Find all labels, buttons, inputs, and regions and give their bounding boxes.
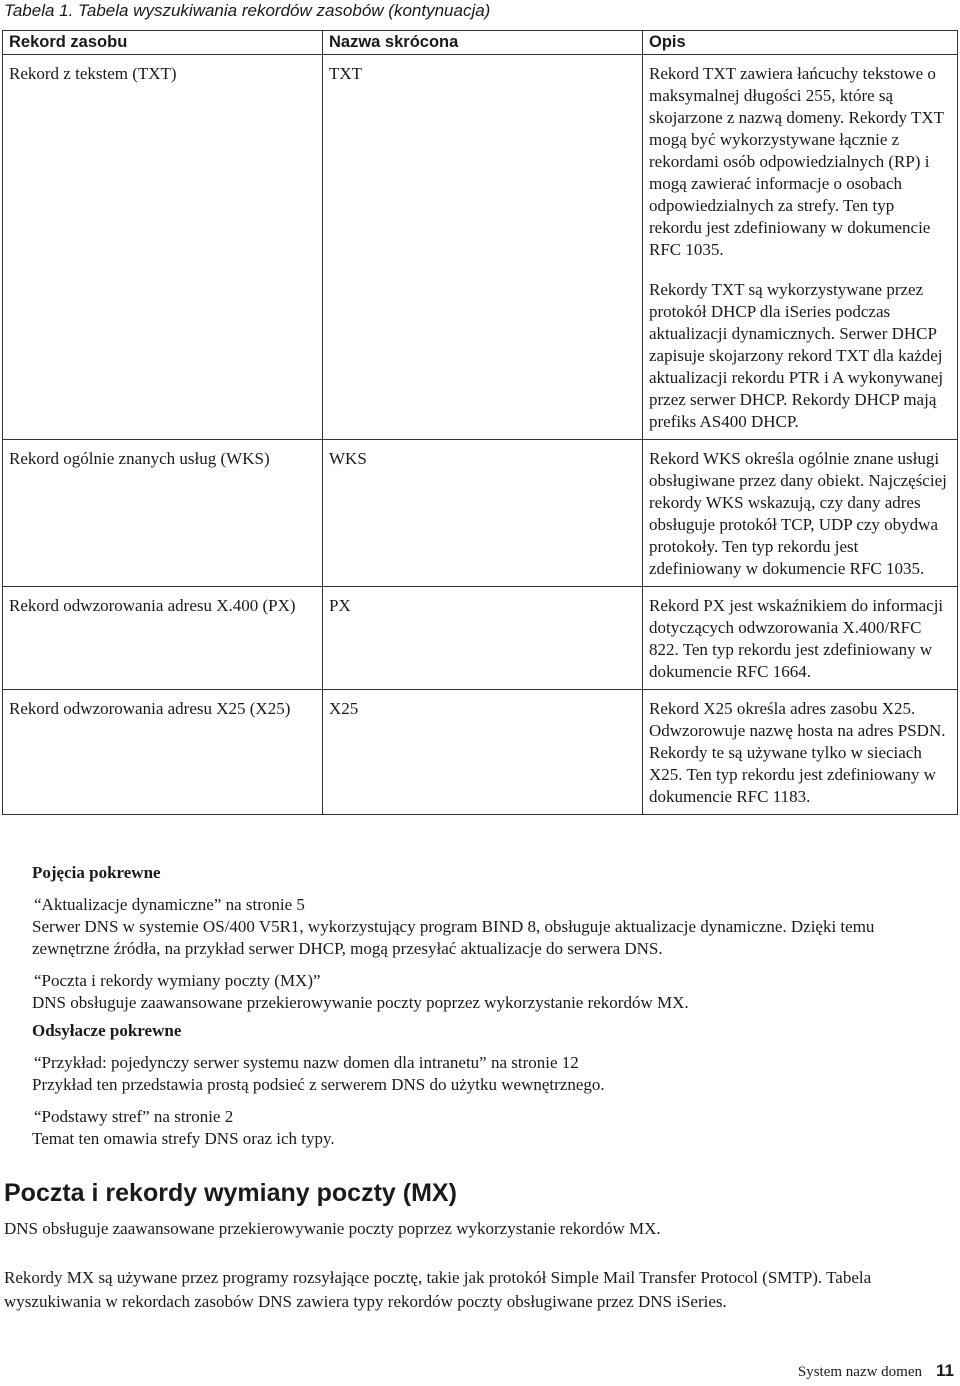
table-header-row xyxy=(3,31,958,55)
cell-description xyxy=(643,690,958,815)
related-concept-description: DNS obsługuje zaawansowane przekierowywanie poczty poprzez wykorzystanie rekordów MX. xyxy=(32,993,689,1012)
related-reference-description: Przykład ten przedstawia prostą podsieć z serwerem DNS do użytku wewnętrznego. xyxy=(32,1075,605,1094)
cell-record: Rekord odwzorowania adresu X25 (X25) xyxy=(3,690,323,815)
section-paragraph: Rekordy MX są używane przez programy rozsyłające pocztę, takie jak protokół Simple Mail Transfer Protocol (SMTP). Tabela wyszukiwania w rekordach zasobów DNS zawiera typy rekordów poczty obsługiwane przez DNS iSeries. xyxy=(4,1268,872,1311)
related-concept-description: Serwer DNS w systemie OS/400 V5R1, wykorzystujący program BIND 8, obsługuje aktualizacje dynamiczne. Dzięki temu zewnętrzne źródła, na przykład serwer DHCP, mogą przesyłać aktualizacje do serwera DNS. xyxy=(32,917,875,958)
cell-description xyxy=(643,55,958,440)
page-number: 11 xyxy=(936,1361,954,1380)
cell-description xyxy=(643,440,958,587)
table-row xyxy=(3,440,958,587)
cell-short-name: TXT xyxy=(323,55,643,440)
resource-records-table xyxy=(2,30,958,815)
cell-record: Rekord ogólnie znanych usług (WKS) xyxy=(3,440,323,587)
related-reference-link[interactable]: “Przykład: pojedynczy serwer systemu nazw domen dla intranetu” na stronie 12 xyxy=(34,1053,579,1072)
related-concept-link[interactable]: “Aktualizacje dynamiczne” na stronie 5 xyxy=(34,895,305,914)
related-references-heading: Odsyłacze pokrewne xyxy=(32,1021,182,1040)
section-title: Poczta i rekordy wymiany poczty (MX) xyxy=(4,1179,457,1207)
table-row xyxy=(3,55,958,440)
column-header-short-name: Nazwa skrócona xyxy=(323,31,643,55)
column-header-description: Opis xyxy=(643,31,958,55)
table-caption: Tabela 1. Tabela wyszukiwania rekordów zasobów (kontynuacja) xyxy=(4,1,491,20)
table-row xyxy=(3,690,958,815)
description-paragraph: Rekord X25 określa adres zasobu X25. Odwzorowuje nazwę hosta na adres PSDN. Rekordy te są używane tylko w sieciach X25. Ten typ rekordu jest zdefiniowany w dokumencie RFC 1183. xyxy=(649,699,946,806)
cell-short-name: X25 xyxy=(323,690,643,815)
description-paragraph: Rekord PX jest wskaźnikiem do informacji dotyczących odwzorowania X.400/RFC 822. Ten typ rekordu jest zdefiniowany w dokumencie RFC 1664. xyxy=(649,596,944,681)
cell-short-name: PX xyxy=(323,587,643,690)
description-paragraph: Rekord TXT zawiera łańcuchy tekstowe o maksymalnej długości 255, które są skojarzone z nazwą domeny. Rekordy TXT mogą być wykorzystywane łącznie z rekordami osób odpowiedzialnych (RP) i mogą zawierać informacje o osobach odpowiedzialnych za strefy. Ten typ rekordu jest zdefiniowany w dokumencie RFC 1035. xyxy=(649,64,944,259)
footer-title: System nazw domen xyxy=(797,1364,923,1380)
column-header-record: Rekord zasobu xyxy=(3,31,323,55)
cell-short-name: WKS xyxy=(323,440,643,587)
related-concept-link[interactable]: “Poczta i rekordy wymiany poczty (MX)” xyxy=(34,971,321,990)
description-paragraph: Rekordy TXT są wykorzystywane przez protokół DHCP dla iSeries podczas aktualizacji dynamicznych. Serwer DHCP zapisuje skojarzony rekord TXT dla każdej aktualizacji rekordu PTR i A wykonywanej przez serwer DHCP. Rekordy DHCP mają prefiks AS400 DHCP. xyxy=(649,280,944,431)
cell-record: Rekord odwzorowania adresu X.400 (PX) xyxy=(3,587,323,690)
related-reference-link[interactable]: “Podstawy stref” na stronie 2 xyxy=(34,1107,234,1126)
related-concepts-heading: Pojęcia pokrewne xyxy=(32,863,161,882)
page-footer xyxy=(798,1360,954,1383)
cell-description xyxy=(643,587,958,690)
section-paragraph: DNS obsługuje zaawansowane przekierowywanie poczty poprzez wykorzystanie rekordów MX. xyxy=(4,1219,661,1238)
table-row xyxy=(3,587,958,690)
related-reference-description: Temat ten omawia strefy DNS oraz ich typy. xyxy=(32,1129,335,1148)
related-links xyxy=(32,862,952,1150)
description-paragraph: Rekord WKS określa ogólnie znane usługi obsługiwane przez dany obiekt. Najczęściej rekordy WKS wskazują, czy dany adres obsługuje protokół TCP, UDP czy obydwa protokoły. Ten typ rekordu jest zdefiniowany w dokumencie RFC 1035. xyxy=(649,449,947,578)
cell-record: Rekord z tekstem (TXT) xyxy=(3,55,323,440)
